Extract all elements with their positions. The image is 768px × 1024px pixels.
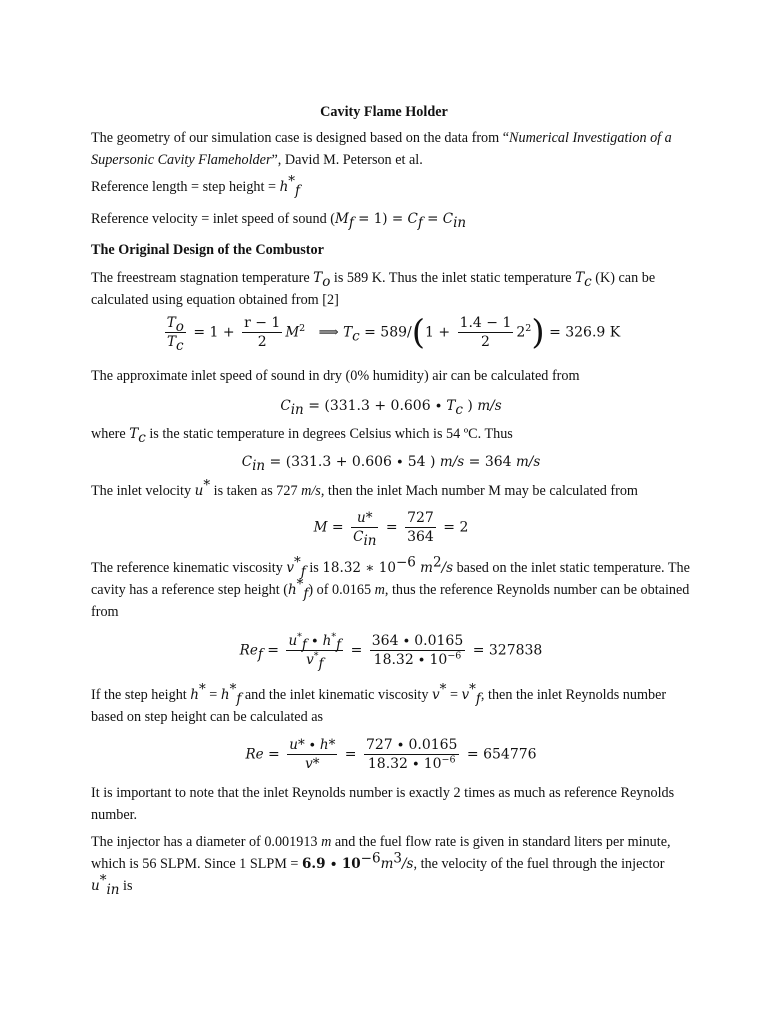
reference-length-line: Reference length = step height = $h^*_f$ bbox=[91, 173, 301, 199]
equation-inlet-reynolds: Re = $\frac{u* \cdot h*}{v*}$ = $\frac{727 \cdot 0.0165}{18.32 \cdot 10^{-6}}$ = 654776 bbox=[245, 737, 537, 772]
equation-speed-of-sound-value: $C_{in} = (331.3 + 0.606 \cdot 54$ ) m/s = 364 m/s bbox=[241, 454, 541, 474]
paragraph-speed-of-sound: The approximate inlet speed of sound in dry (0% humidity) air can be calculated from bbox=[91, 368, 580, 384]
paragraph-stagnation-temperature: The freestream stagnation temperature $T_o$ is 589 K. Thus the inlet static temperature $T_c$ (K) can be calculated using equation obtained from [2] bbox=[91, 270, 656, 308]
paragraph-reynolds-note: It is important to note that the inlet Reynolds number is exactly 2 times as much as reference Reynolds number. bbox=[91, 785, 675, 823]
equation-speed-of-sound: $C_{in} = (331.3 + 0.606 \cdot T_c$ ) m/s bbox=[280, 398, 502, 418]
paragraph-injector: The injector has a diameter of 0.001913 m and the fuel flow rate is given in standard liters per minute, which is 56 SLPM. Since 1 SLPM = $6.9 \cdot 10^{-6}m^3/s$, the velocity of the fuel through the injector $u^*_{in}$ is bbox=[91, 834, 671, 898]
fraction-r-minus-one: $\frac{r - 1}{2}$ bbox=[244, 315, 281, 350]
paragraph-inlet-reynolds: If the step height $h^* = h^*_f$ and the inlet kinematic viscosity $v^* = v^*_f$, then the inlet Reynolds number based on step height can be calculated as bbox=[91, 681, 667, 725]
paragraph-inlet-velocity: The inlet velocity u* is taken as 727 m/s, then the inlet Mach number M may be calculated from bbox=[91, 477, 638, 499]
fraction-u-over-cin: $\frac{u*}{C_{in}}$ bbox=[353, 510, 377, 549]
fraction-727-over-364: $\frac{727}{364}$ bbox=[407, 510, 434, 545]
fraction-to-tc: $\frac{T_o}{T_c}$ bbox=[166, 315, 184, 354]
fraction-inlet-values: $\frac{727 \cdot 0.0165}{18.32 \cdot 10^{-6}}$ bbox=[365, 737, 458, 772]
fraction-uf-hf-over-vf: $\frac{u^*_f \cdot h^*_f}{v^*_f}$ bbox=[288, 631, 342, 672]
equation-mach-number: M = $\frac{u*}{C_{in}}$ = $\frac{727}{364}$ = 2 bbox=[313, 510, 469, 549]
fraction-reference-values: $\frac{364 \cdot 0.0165}{18.32 \cdot 10^{-6}}$ bbox=[371, 633, 464, 668]
reference-velocity-line: Reference velocity = inlet speed of sound $(M_f = 1) = C_f = C_{in}$ bbox=[91, 211, 467, 231]
fraction-u-h-over-v: $\frac{u* \cdot h*}{v*}$ bbox=[289, 737, 336, 772]
equation-reference-reynolds: $Re_f$ = $\frac{u^*_f \cdot h^*_f}{v^*_f}$ = $\frac{364 \cdot 0.0165}{18.32 \cdot 10^{-6}}$ = 327838 bbox=[239, 631, 543, 672]
intro-paragraph: The geometry of our simulation case is designed based on the data from “Numerical Investigation of a Supersonic Cavity Flameholder”, David M. Peterson et al. bbox=[91, 130, 672, 168]
cited-paper-title: Numerical Investigation of a Supersonic Cavity Flameholder bbox=[91, 130, 672, 168]
document-title: Cavity Flame Holder bbox=[320, 104, 448, 120]
equation-static-temperature: $\frac{T_o}{T_c}$ = 1 + $\frac{r - 1}{2}$ $M^2$ ⟹ $T_c = 589/(1$ + $\frac{1.4 - 1}{2}$ $2^2) = 326.9$ K bbox=[166, 312, 621, 354]
paragraph-kinematic-viscosity: The reference kinematic viscosity $v^*_f$ is 18.32 ∗ $10^{-6}$ $m^2/s$ based on the inlet static temperature. The cavity has a reference step height $(h^*_f)$ of 0.0165 m, thus the reference Reynolds number can be obtained from bbox=[91, 554, 690, 620]
section-heading: The Original Design of the Combustor bbox=[91, 242, 324, 258]
paragraph-celsius: where $T_c$ is the static temperature in degrees Celsius which is 54 ºC. Thus bbox=[91, 426, 513, 446]
fraction-gamma: $\frac{1.4 - 1}{2}$ bbox=[459, 315, 512, 350]
